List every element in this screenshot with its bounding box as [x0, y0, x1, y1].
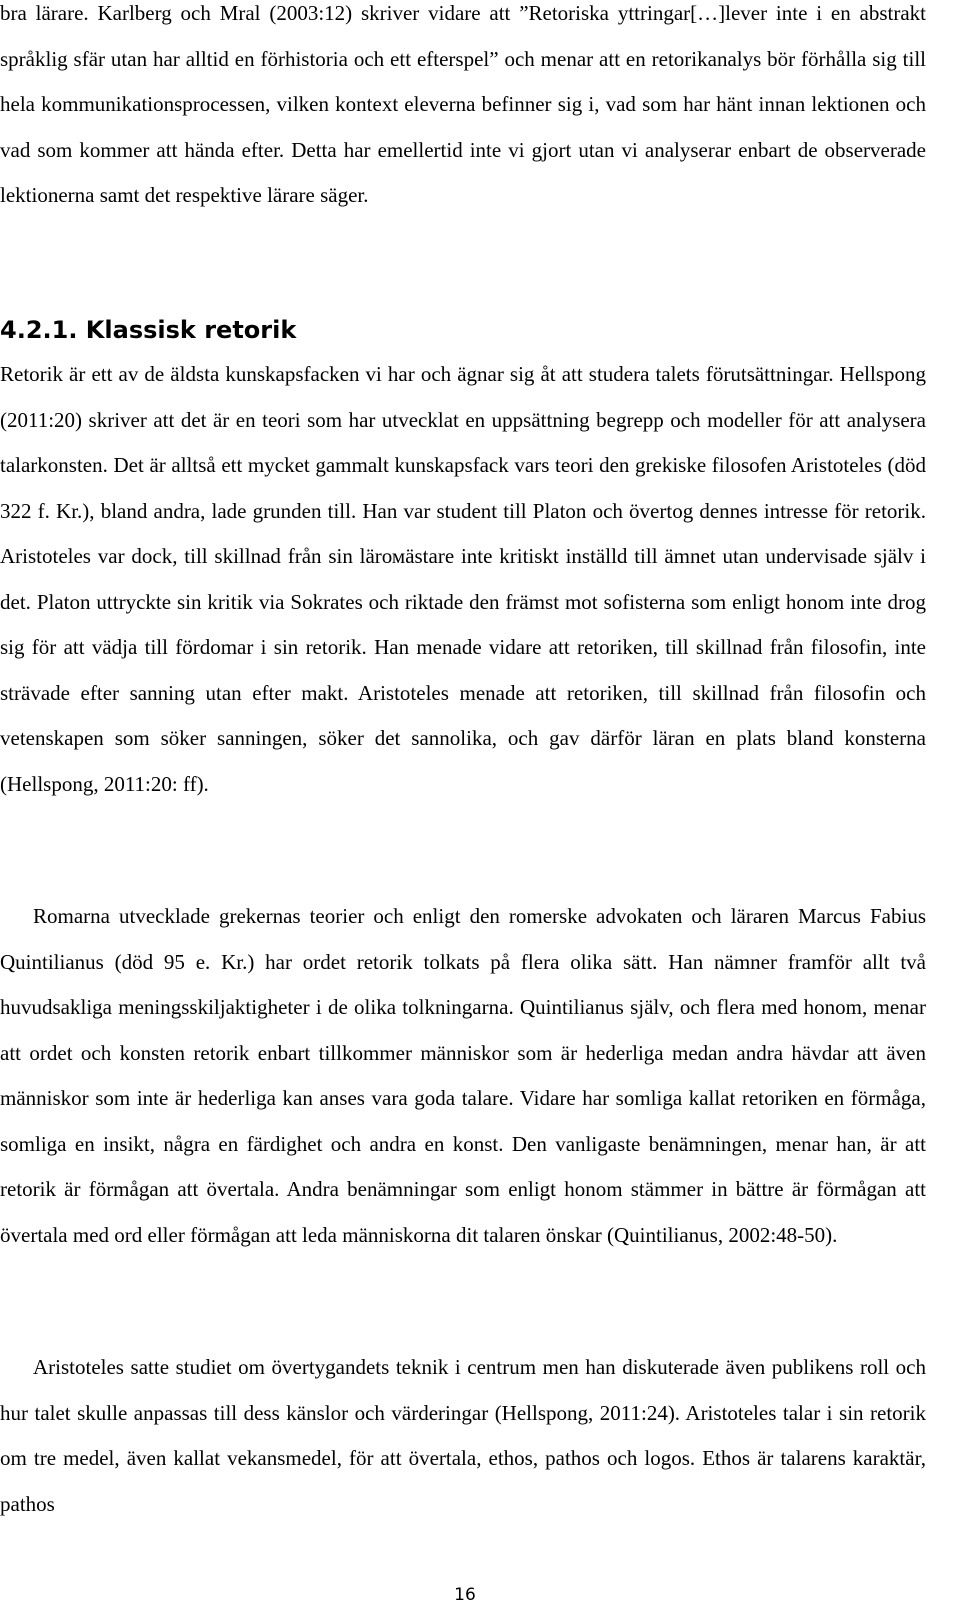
paragraph-intro: bra lärare. Karlberg och Mral (2003:12) skriver vidare att ”Retoriska yttringar[…]lever inte i en abstrakt språklig sfär utan har alltid en förhistoria och ett efterspel” och menar att en retorikanalys bör förhålla sig till hela kommunikationsprocessen, vilken kontext eleverna befinner sig i, vad som har hänt innan lektionen och vad som kommer att hända efter. Detta har emellertid inte vi gjort utan vi analyserar enbart de observerade lektionerna samt det respektive lärare säger. — [0, 1, 926, 207]
paragraph-classical-rhetoric: Retorik är ett av de äldsta kunskapsfacken vi har och ägnar sig åt att studera talets förutsättningar. Hellspong (2011:20) skriver att det är en teori som har utvecklat en uppsättning begrepp och modeller för att analysera talarkonsten. Det är alltså ett mycket gammalt kunskapsfack vars teori den grekiske filosofen Aristoteles (död 322 f. Kr.), bland andra, lade grunden till. Han var student till Platon och övertog dennes intresse för retorik. Aristoteles var dock, till skillnad från sin lärомästare inte kritiskt inställd till ämnet utan undervisade själv i det. Platon uttryckte sin kritik via Sokrates och riktade den främst mot sofisterna som enligt honom inte drog sig för att vädja till fördomar i sin retorik. Han menade vidare att retoriken, till skillnad från filosofin, inte strävade efter sanning utan efter makt. Aristoteles menade att retoriken, till skillnad från filosofin och vetenskapen som söker sanningen, söker det sannolika, och gav därför läran en plats bland konsterna (Hellspong, 2011:20: ff). — [0, 362, 926, 796]
section-heading: 4.2.1. Klassisk retorik — [0, 316, 297, 344]
paragraph-aristotle: Aristoteles satte studiet om övertygandets teknik i centrum men han diskuterade även publikens roll och hur talet skulle anpassas till dess känslor och värderingar (Hellspong, 2011:24). Aristoteles talar i sin retorik om tre medel, även kallat vekansmedel, för att övertala, ethos, pathos och logos. Ethos är talarens karaktär, pathos — [0, 1355, 926, 1516]
paragraph-romans: Romarna utvecklade grekernas teorier och enligt den romerske advokaten och läraren Marcus Fabius Quintilianus (död 95 e. Kr.) har ordet retorik tolkats på flera olika sätt. Han nämner framför allt två huvudsakliga meningsskiljaktigheter i de olika tolkningarna. Quintilianus själv, och flera med honom, menar att ordet och konsten retorik enbart tillkommer människor som är hederliga medan andra hävdar att även människor som inte är hederliga kan anses vara goda talare. Vidare har somliga kallat retoriken en förmåga, somliga en insikt, några en färdighet och andra en konst. Den vanligaste benämningen, menar han, är att retorik är förmågan att övertala. Andra benämningar som enligt honom stämmer in bättre är förmågan att övertala med ord eller förmågan att leda människorna dit talaren önskar (Quintilianus, 2002:48-50). — [0, 904, 926, 1247]
page-number: 16 — [454, 1585, 476, 1605]
